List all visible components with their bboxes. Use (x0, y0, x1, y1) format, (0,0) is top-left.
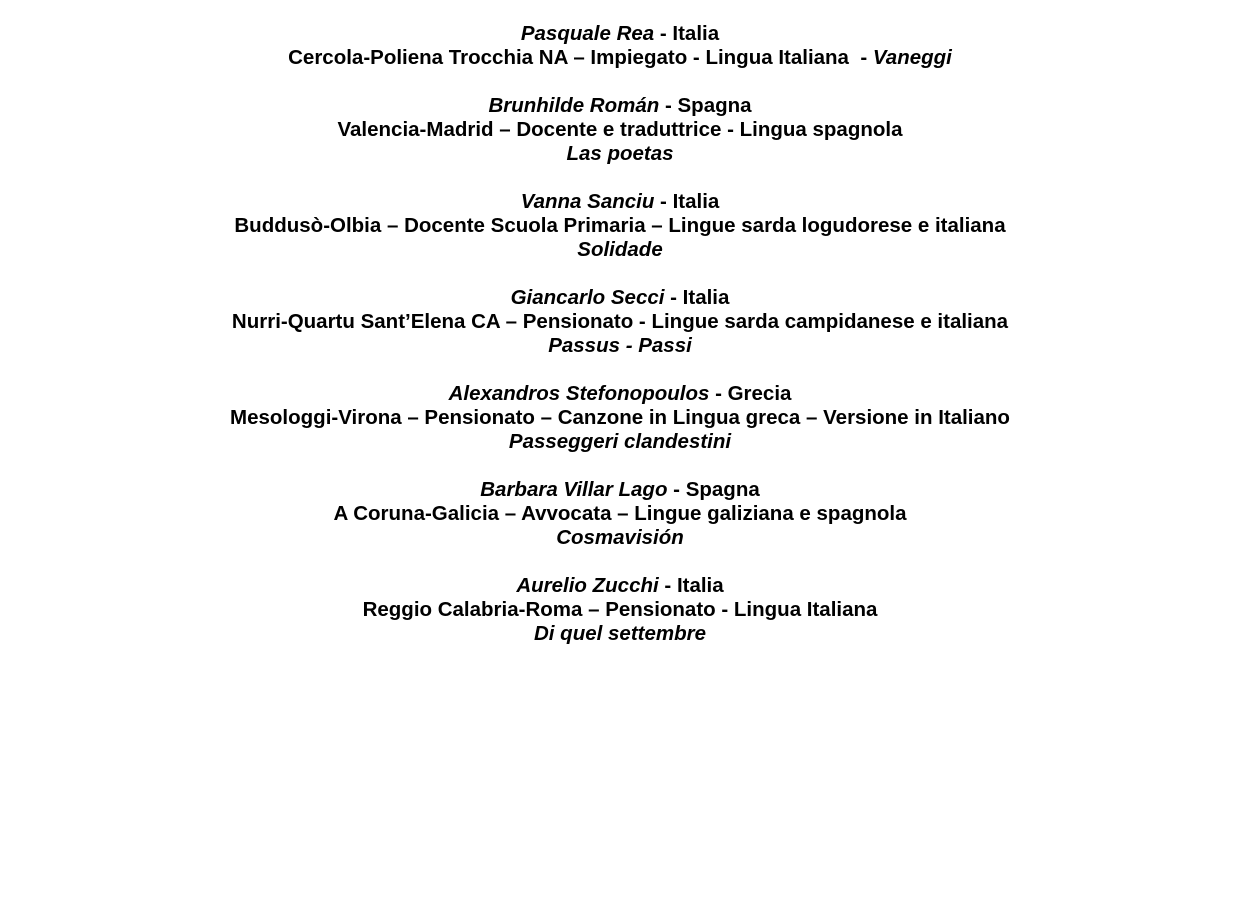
author-line (0, 574, 1240, 598)
author-entry (0, 574, 1240, 646)
work-title: Di quel settembre (533, 622, 707, 645)
author-entry (0, 190, 1240, 262)
work-title: Solidade (577, 238, 663, 261)
author-country: Italia (672, 190, 720, 213)
author-details: Reggio Calabria-Roma – Pensionato - Lingua Italiana (362, 598, 878, 621)
author-line (0, 22, 1240, 46)
author-entry (0, 478, 1240, 550)
author-name: Vanna Sanciu (520, 190, 655, 213)
country-separator: - (654, 190, 673, 213)
country-separator: - (664, 286, 683, 309)
author-entry (0, 94, 1240, 166)
author-line (0, 478, 1240, 502)
document-page (0, 22, 1240, 670)
country-separator: - (667, 478, 686, 501)
work-title-inline: Vaneggi (872, 46, 952, 69)
author-line (0, 190, 1240, 214)
work-title: Cosmavisión (556, 526, 684, 549)
author-country: Grecia (727, 382, 792, 405)
author-name: Brunhilde Román (488, 94, 660, 117)
country-separator: - (658, 574, 677, 597)
author-details: Nurri-Quartu Sant’Elena CA – Pensionato - Lingue sarda campidanese e italiana (231, 310, 1009, 333)
author-entry (0, 286, 1240, 358)
author-line (0, 94, 1240, 118)
country-separator: - (709, 382, 728, 405)
author-entry (0, 382, 1240, 454)
author-line (0, 382, 1240, 406)
author-name: Pasquale Rea (520, 22, 655, 45)
work-title: Las poetas (566, 142, 674, 165)
author-name: Alexandros Stefonopoulos (448, 382, 710, 405)
author-details: A Coruna-Galicia – Avvocata – Lingue galiziana e spagnola (333, 502, 907, 525)
author-line (0, 286, 1240, 310)
author-details: Mesologgi-Virona – Pensionato – Canzone in Lingua greca – Versione in Italiano (230, 406, 1010, 429)
author-name: Aurelio Zucchi (516, 574, 659, 597)
author-country: Spagna (685, 478, 760, 501)
work-title: Passeggeri clandestini (508, 430, 732, 453)
author-name: Giancarlo Secci (510, 286, 665, 309)
country-separator: - (654, 22, 673, 45)
country-separator: - (659, 94, 678, 117)
author-country: Italia (672, 22, 720, 45)
author-details: Valencia-Madrid – Docente e traduttrice - Lingua spagnola (337, 118, 903, 141)
author-name: Barbara Villar Lago (480, 478, 668, 501)
author-country: Italia (682, 286, 730, 309)
author-country: Spagna (677, 94, 752, 117)
author-entry (0, 22, 1240, 70)
work-title: Passus - Passi (548, 334, 692, 357)
author-details (0, 46, 1240, 70)
author-country: Italia (676, 574, 724, 597)
details-text: Cercola-Poliena Trocchia NA – Impiegato - Lingua Italiana - (288, 46, 873, 69)
author-details: Buddusò-Olbia – Docente Scuola Primaria – Lingue sarda logudorese e italiana (234, 214, 1006, 237)
